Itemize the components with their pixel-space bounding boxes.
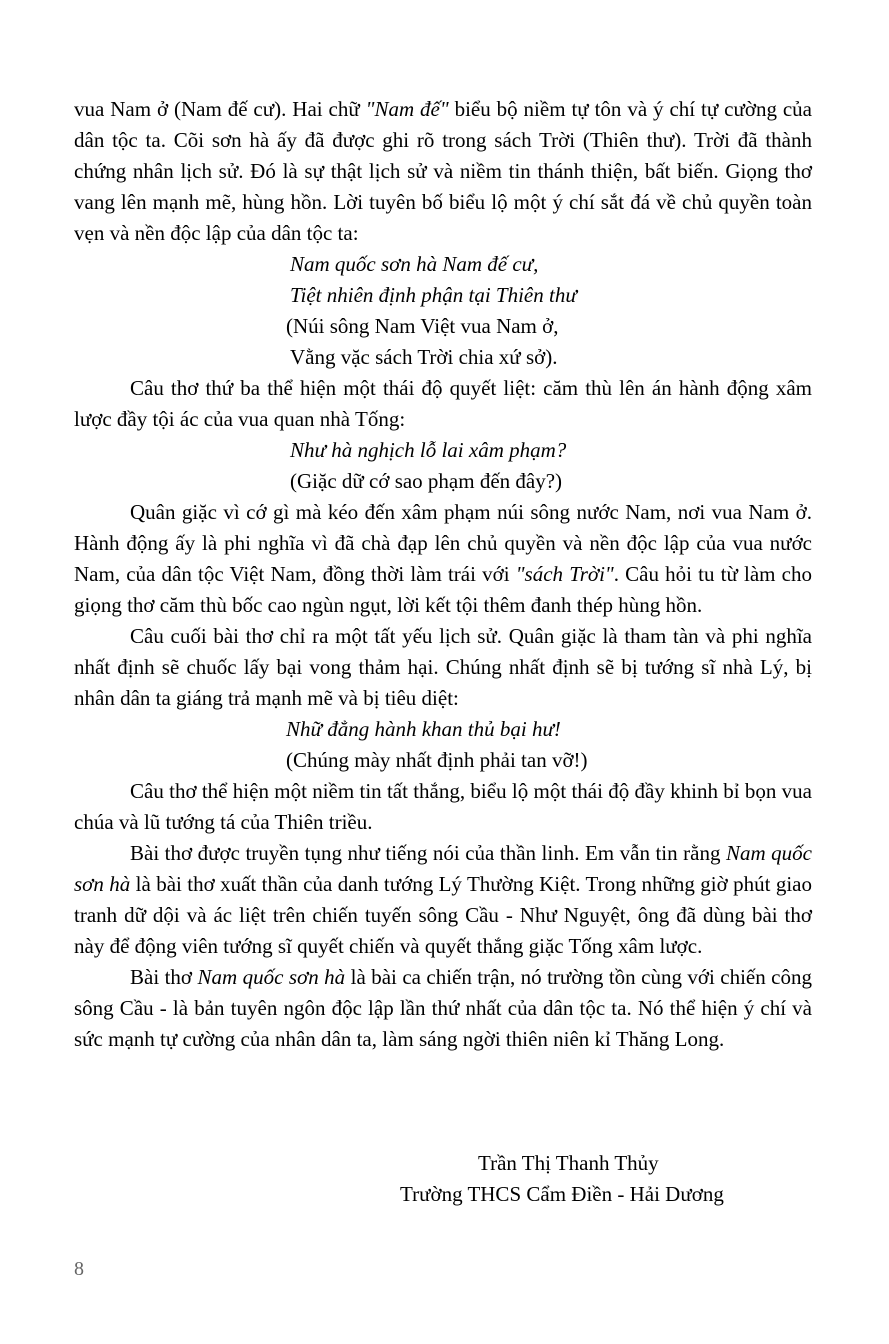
paragraph-6 bbox=[74, 838, 812, 962]
paragraph-1-emphasis: "Nam đế" bbox=[365, 97, 449, 121]
author-school: Trường THCS Cẩm Điền - Hải Dương bbox=[400, 1182, 724, 1206]
paragraph-4: Câu cuối bài thơ chỉ ra một tất yếu lịch sử. Quân giặc là tham tàn và phi nghĩa nhất định sẽ chuốc lấy bại vong thảm hại. Chúng nhất định sẽ bị tướng sĩ nhà Lý, bị nhân dân ta giáng trả mạnh mẽ và bị tiêu diệt: bbox=[74, 624, 812, 710]
verse-3-translation-1: (Chúng mày nhất định phải tan vỡ!) bbox=[286, 748, 588, 772]
verse-1-line-1: Nam quốc sơn hà Nam đế cư, bbox=[290, 252, 539, 276]
article-body bbox=[74, 94, 812, 1055]
page-number: 8 bbox=[74, 1258, 84, 1280]
paragraph-7-text-a: Bài thơ bbox=[130, 965, 198, 989]
paragraph-3-text-c: . Câu hỏi tu từ làm cho giọng thơ căm thù bốc cao ngùn ngụt, lời kết tội thêm đanh thép hùng hồn. bbox=[74, 562, 812, 617]
paragraph-1-text-a: vua Nam ở (Nam đế cư). Hai chữ bbox=[74, 97, 366, 121]
paragraph-1 bbox=[74, 94, 812, 249]
paragraph-3-emphasis: "sách Trời" bbox=[515, 562, 614, 586]
paragraph-7 bbox=[74, 962, 812, 1055]
verse-3-line-1: Nhữ đẳng hành khan thủ bại hư! bbox=[286, 717, 561, 741]
paragraph-5: Câu thơ thể hiện một niềm tin tất thắng, biểu lộ một thái độ đầy khinh bỉ bọn vua chúa và lũ tướng tá của Thiên triều. bbox=[74, 779, 812, 834]
verse-1-translation-2: Vằng vặc sách Trời chia xứ sở). bbox=[290, 345, 558, 369]
verse-2-line-1: Như hà nghịch lỗ lai xâm phạm? bbox=[290, 438, 567, 462]
paragraph-7-text-c: là bài ca chiến trận, nó trường tồn cùng với chiến công sông Cầu - là bản tuyên ngôn độc lập lần thứ nhất của dân tộc ta. Nó thể hiện ý chí và sức mạnh tự cường của nhân dân ta, làm sáng ngời thiên niên kỉ Thăng Long. bbox=[74, 965, 812, 1051]
paragraph-7-emphasis: Nam quốc sơn hà bbox=[197, 965, 346, 989]
paragraph-6-text-c: là bài thơ xuất thần của danh tướng Lý Thường Kiệt. Trong những giờ phút giao tranh dữ dội và ác liệt trên chiến tuyến sông Cầu - Như Nguyệt, ông đã dùng bài thơ này để động viên tướng sĩ quyết chiến và quyết thắng giặc Tống xâm lược. bbox=[74, 872, 812, 958]
paragraph-6-text-a: Bài thơ được truyền tụng như tiếng nói của thần linh. Em vẫn tin rằng bbox=[130, 841, 726, 865]
verse-1-line-2: Tiệt nhiên định phận tại Thiên thư bbox=[290, 283, 577, 307]
paragraph-1-text-c: biểu bộ niềm tự tôn và ý chí tự cường của dân tộc ta. Cõi sơn hà ấy đã được ghi rõ trong sách Trời (Thiên thư). Trời đã thành chứng nhân lịch sử. Đó là sự thật lịch sử và niềm tin thánh thiện, bất biến. Giọng thơ vang lên mạnh mẽ, hùng hồn. Lời tuyên bố biểu lộ một ý chí sắt đá về chủ quyền toàn vẹn và nền độc lập của dân tộc ta: bbox=[74, 97, 812, 245]
paragraph-3 bbox=[74, 497, 812, 621]
signature-block bbox=[74, 1148, 812, 1210]
author-name: Trần Thị Thanh Thủy bbox=[478, 1151, 659, 1175]
verse-1-translation-1: (Núi sông Nam Việt vua Nam ở, bbox=[286, 314, 559, 338]
paragraph-2: Câu thơ thứ ba thể hiện một thái độ quyết liệt: căm thù lên án hành động xâm lược đầy tội ác của vua quan nhà Tống: bbox=[74, 376, 812, 431]
paragraph-3-text-a: Quân giặc vì cớ gì mà kéo đến xâm phạm núi sông nước Nam, nơi vua Nam ở. Hành động ấy là phi nghĩa vì đã chà đạp lên chủ quyền và nền độc lập của vua nước Nam, của dân tộc Việt Nam, đồng thời làm trái với bbox=[74, 500, 812, 586]
verse-2-translation-1: (Giặc dữ cớ sao phạm đến đây?) bbox=[290, 469, 563, 493]
paragraph-6-emphasis: Nam quốc sơn hà bbox=[74, 841, 813, 896]
